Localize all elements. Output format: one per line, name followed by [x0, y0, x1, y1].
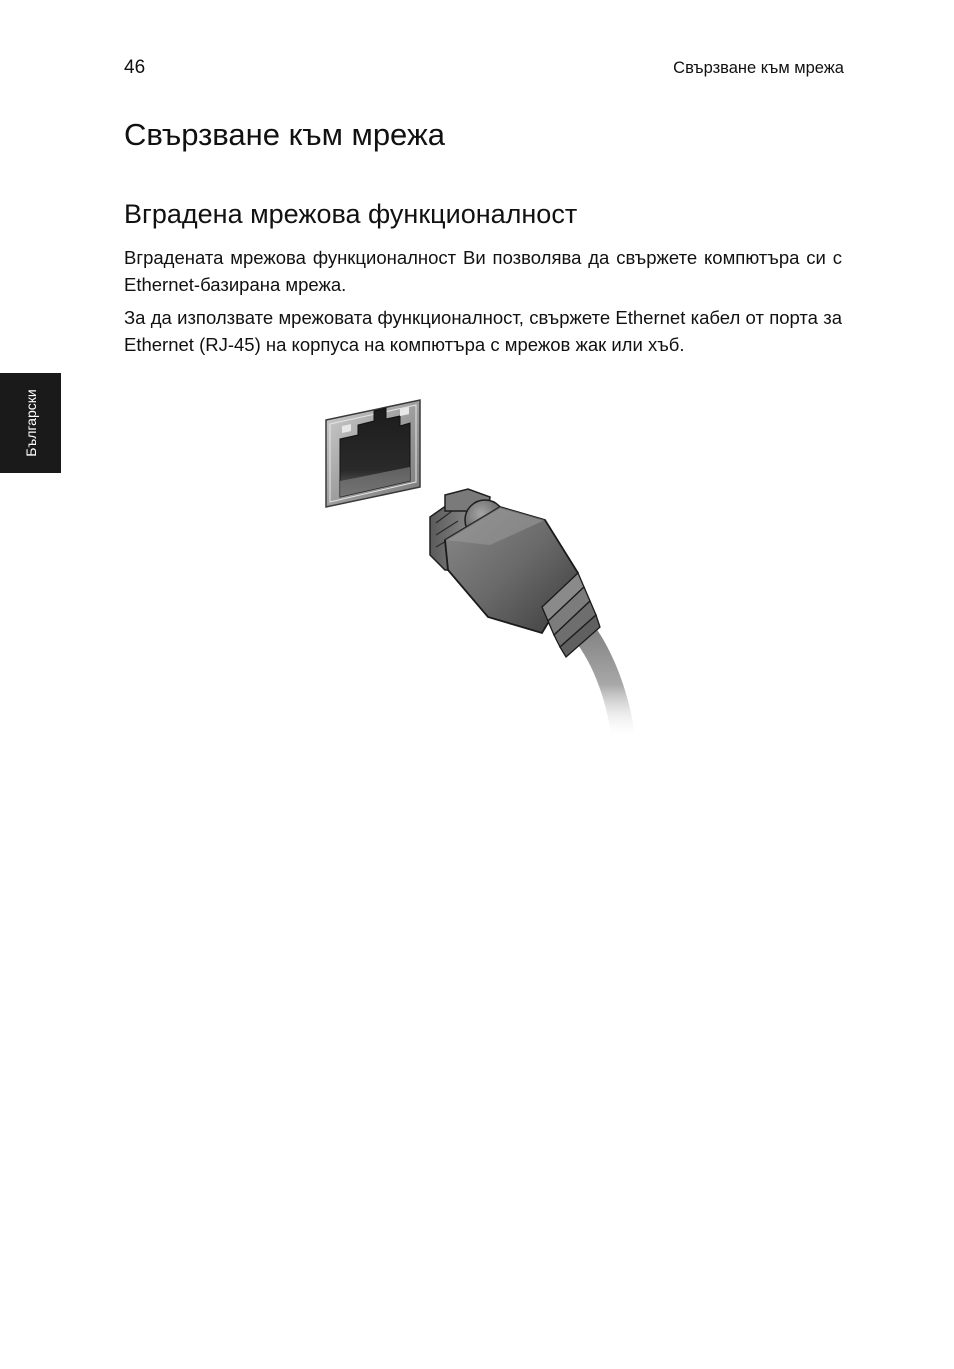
ethernet-port-icon — [326, 400, 420, 507]
page-title: Свързване към мрежа — [124, 117, 445, 152]
running-header: Свързване към мрежа — [673, 59, 844, 77]
page-number: 46 — [124, 57, 146, 78]
ethernet-port-and-cable-illustration — [320, 395, 650, 740]
section-heading: Вградена мрежова функционалност — [124, 199, 578, 229]
language-side-tab — [0, 373, 61, 473]
body-paragraph: За да използвате мрежовата функционалност, свържете Ethernet кабел от порта за Ethernet (RJ-45) на корпуса на компютъра с мрежов жак или хъб. — [124, 307, 842, 355]
rj45-plug-icon — [430, 489, 600, 657]
language-tab-label: Български — [22, 389, 39, 457]
body-paragraph: Вградената мрежова функционалност Ви позволява да свържете компютъра си с Ethernet-базирана мрежа. — [124, 247, 842, 295]
